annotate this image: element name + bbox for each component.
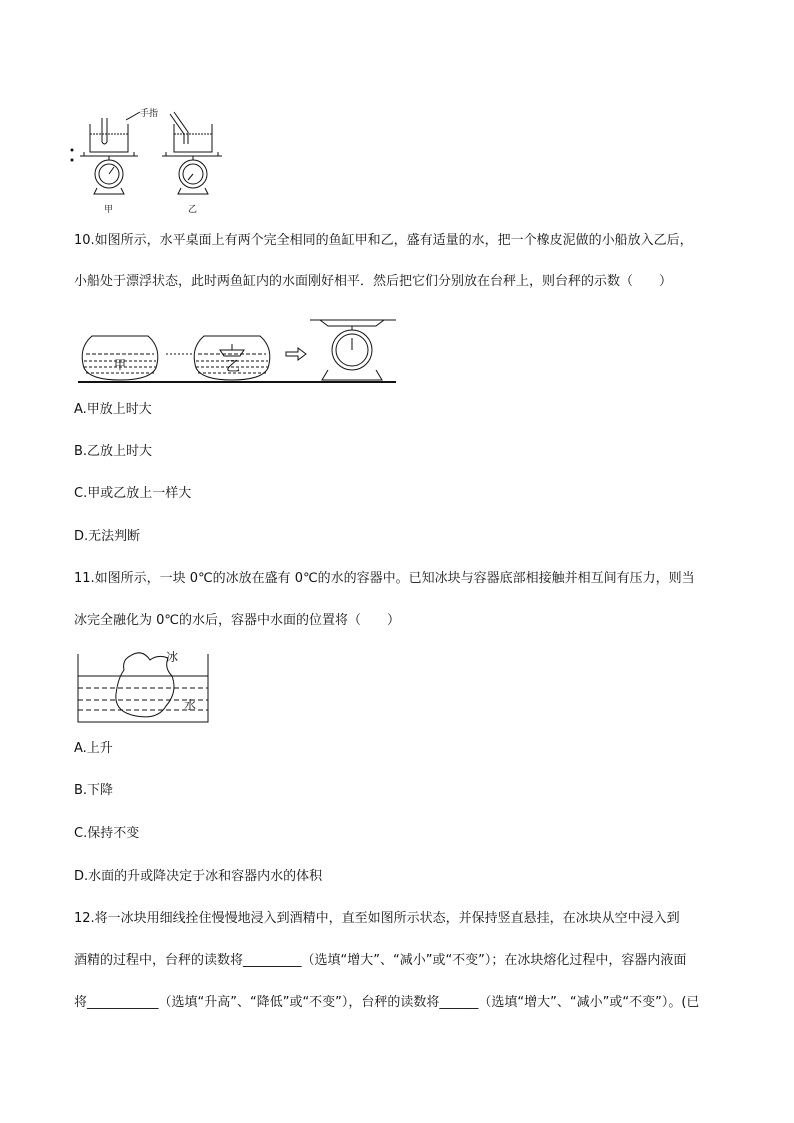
q12-line1: 12.将一冰块用细线拴住慢慢地浸入到酒精中，直至如图所示状态，并保持竖直悬挂，在冰块从空中浸入到 <box>74 911 680 926</box>
q10-option-c: C.甲或乙放上一样大 <box>74 486 192 501</box>
figure-finger-scales <box>66 104 226 216</box>
finger-label: 手指 <box>140 109 159 119</box>
q11-option-b: B.下降 <box>74 783 114 798</box>
q10-option-d: D.无法判断 <box>74 529 141 544</box>
figure-ice-in-water <box>74 646 214 724</box>
figure-fish-tanks <box>74 314 400 384</box>
q12-line3: 将___________（选填“升高”、“降低”或“不变”），台秤的读数将______（选填“增大”、“减小”或“不变”）。(已 <box>74 995 700 1010</box>
q10-option-b: B.乙放上时大 <box>74 444 153 459</box>
q11-option-d: D.水面的升或降决定于冰和容器内水的体积 <box>74 869 323 884</box>
q10-line2: 小船处于漂浮状态，此时两鱼缸内的水面刚好相平．然后把它们分别放在台秤上，则台秤的示数（ ） <box>74 274 673 289</box>
q11-option-c: C.保持不变 <box>74 826 140 841</box>
left-setup-label: 甲 <box>104 205 114 215</box>
q10-option-a: A.甲放上时大 <box>74 402 152 417</box>
right-setup-label: 乙 <box>188 205 198 215</box>
q12-line2: 酒精的过程中，台秤的读数将_________（选填“增大”、“减小”或“不变”）；在冰块熔化过程中，容器内液面 <box>74 953 687 968</box>
ice-label: 冰 <box>166 650 179 664</box>
water-label: 水 <box>184 698 197 712</box>
tank-right-label: 乙 <box>226 359 240 375</box>
q10-line1: 10.如图所示，水平桌面上有两个完全相同的鱼缸甲和乙，盛有适量的水，把一个橡皮泥做的小船放入乙后， <box>74 233 693 248</box>
tank-left-label: 甲 <box>114 358 127 372</box>
q11-line1: 11.如图所示，一块 0℃的冰放在盛有 0℃的水的容器中。已知冰块与容器底部相接触并相互间有压力，则当 <box>74 571 695 586</box>
q11-option-a: A.上升 <box>74 741 113 756</box>
q11-line2: 冰完全融化为 0℃的水后，容器中水面的位置将（ ） <box>74 613 401 628</box>
